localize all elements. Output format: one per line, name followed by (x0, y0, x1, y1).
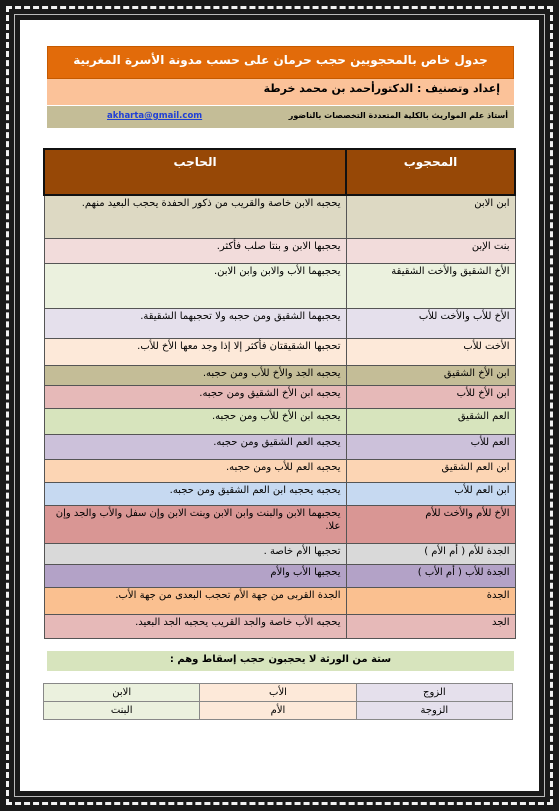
blocker-cell: تحجبها الشقيقتان فأكثر إلا إذا وجد معها الأخ للأب. (44, 338, 346, 365)
blocked-heir-cell: بنت الإبن (346, 238, 515, 263)
heir-cell: الزوجة (356, 702, 512, 720)
author-info-bar (47, 106, 514, 128)
blocker-cell: يحجبهما الأب والابن وابن الابن. (44, 263, 346, 308)
table-row (44, 365, 515, 385)
blocker-cell: يحجبه العم الشقيق ومن حجبه. (44, 434, 346, 459)
blocker-cell: يحجبهما الشقيق ومن حجبه ولا تحجبهما الشقيقة. (44, 308, 346, 338)
blocked-heir-cell: العم للأب (346, 434, 515, 459)
heir-cell: الابن (44, 684, 200, 702)
table-row (44, 564, 515, 587)
blocked-heir-cell: الجدة للأب ( أم الأب ) (346, 564, 515, 587)
heirs-row (44, 702, 513, 720)
heirs-row (44, 684, 513, 702)
blocker-cell: يحجبه ابن الأخ الشقيق ومن حجبه. (44, 385, 346, 408)
email-link[interactable]: akharta@gmail.com (107, 111, 203, 121)
table-row (44, 385, 515, 408)
blocker-cell: يحجبها الابن و بنتا صلب فأكثر. (44, 238, 346, 263)
blocked-heir-cell: ابن الأخ للأب (346, 385, 515, 408)
author-position: أستاذ علم المواريث بالكلية المتعددة التخصصات بالناضور (288, 111, 508, 120)
blocking-table (43, 148, 516, 639)
column-header-blocker: الحاجب (44, 149, 346, 195)
table-row (44, 195, 515, 238)
table-row (44, 308, 515, 338)
blocker-cell: تحجبها الأم خاصة . (44, 543, 346, 564)
table-row (44, 543, 515, 564)
table-row (44, 263, 515, 308)
blocked-heir-cell: ابن العم للأب (346, 482, 515, 505)
table-row (44, 587, 515, 614)
blocker-cell: يحجبها الأب والأم (44, 564, 346, 587)
blocker-cell: يحجبه الجد والأخ للأب ومن حجبه. (44, 365, 346, 385)
blocked-heir-cell: الجدة (346, 587, 515, 614)
blocked-heir-cell: الأخ الشقيق والأخت الشقيقة (346, 263, 515, 308)
blocked-heir-cell: ابن الأخ الشقيق (346, 365, 515, 385)
blocker-cell: يحجبه الأب خاصة والجد القريب يحجبه الجد البعيد. (44, 614, 346, 638)
table-row (44, 338, 515, 365)
author-line: إعداد وتصنيف : الدكتورأحمد بن محمد خرطة (47, 79, 514, 105)
blocked-heir-cell: الجد (346, 614, 515, 638)
blocked-heir-cell: العم الشقيق (346, 408, 515, 434)
blocked-heir-cell: ابن الابن (346, 195, 515, 238)
note-line: ستة من الورثة لا يحجبون حجب إسقاط وهم : (47, 651, 514, 671)
heir-cell: البنت (44, 702, 200, 720)
table-row (44, 482, 515, 505)
table-row (44, 434, 515, 459)
non-excludable-heirs-table (43, 683, 513, 720)
blocked-heir-cell: ابن العم الشقيق (346, 459, 515, 482)
table-row (44, 505, 515, 543)
blocker-cell: الجدة القربى من جهة الأم تحجب البعدى من جهة الأب. (44, 587, 346, 614)
blocker-cell: يحجبه يحجبه ابن العم الشقيق ومن حجبه. (44, 482, 346, 505)
table-row (44, 408, 515, 434)
heir-cell: الزوج (356, 684, 512, 702)
blocked-heir-cell: الأخ للأب والأخت للأب (346, 308, 515, 338)
blocked-heir-cell: الأخ للأم والأخت للأم (346, 505, 515, 543)
heir-cell: الأب (200, 684, 356, 702)
page-title: جدول خاص بالمحجوبين حجب حرمان على حسب مدونة الأسرة المغربية (47, 46, 514, 79)
blocker-cell: يحجبهما الابن والبنت وابن الابن وبنت الابن وإن سفل والأب والجد وإن علا. (44, 505, 346, 543)
blocker-cell: يحجبه الابن خاصة والقريب من ذكور الحفدة يحجب البعيد منهم. (44, 195, 346, 238)
blocked-heir-cell: الجدة للأم ( أم الأم ) (346, 543, 515, 564)
table-row (44, 614, 515, 638)
blocker-cell: يحجبه ابن الأخ للأب ومن حجبه. (44, 408, 346, 434)
blocker-cell: يحجبه العم للأب ومن حجبه. (44, 459, 346, 482)
table-row (44, 459, 515, 482)
heir-cell: الأم (200, 702, 356, 720)
table-row (44, 238, 515, 263)
blocked-heir-cell: الأخت للأب (346, 338, 515, 365)
column-header-blocked: المحجوب (346, 149, 515, 195)
